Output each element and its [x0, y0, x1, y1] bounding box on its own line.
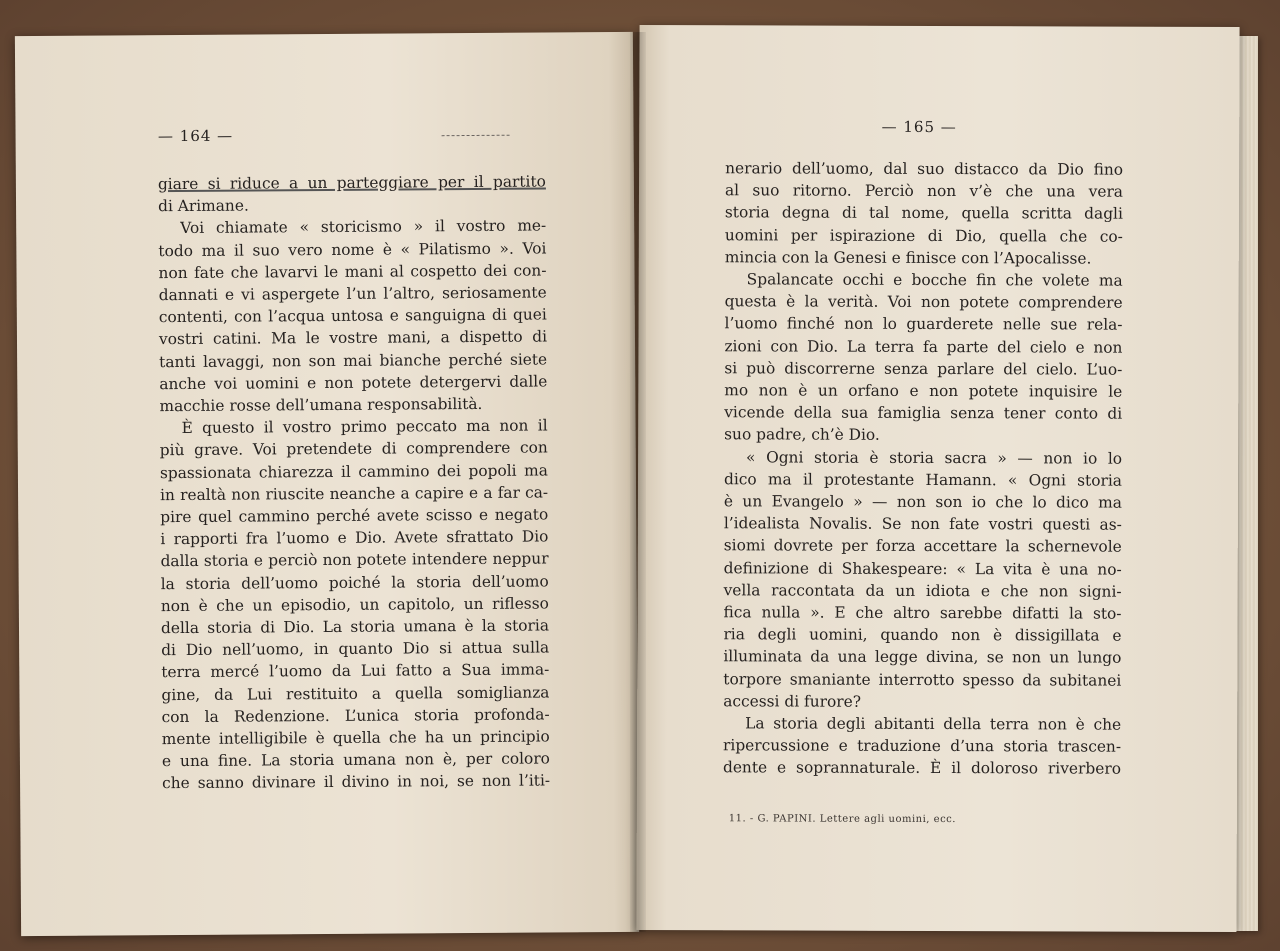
text-line: todo ma il suo vero nome è « Pilatismo ». Voi: [158, 239, 547, 260]
text-line: uomini per ispirazione di Dio, quella che co-: [724, 225, 1123, 246]
left-page-text: [158, 170, 550, 794]
text-line: in realtà non riuscite neanche a capire e a far ca-: [160, 483, 549, 505]
text-line: zioni con Dio. La terra fa parte del cielo e non: [724, 336, 1123, 357]
text-line: giare si riduce a un parteggiare per il partito: [157, 172, 546, 194]
text-line: la storia dell’uomo poiché la storia dell’uomo: [160, 572, 549, 593]
text-line: della storia di Dio. La storia umana è la storia: [160, 616, 550, 638]
text-line: « Ogni storia è storia sacra » — non io lo: [746, 447, 1123, 468]
text-line: di Arimane.: [157, 196, 249, 216]
text-line: nerario dell’uomo, dal suo distacco da Dio fino: [725, 159, 1124, 179]
book-gutter: [630, 32, 646, 932]
text-line: ria degli uomini, quando non è dissigillata e: [723, 625, 1122, 645]
text-line: spassionata chiarezza il cammino dei popoli ma: [159, 461, 548, 482]
page-number-right: — 165 —: [881, 117, 957, 137]
text-line: Spalancate occhi e bocche fin che volete ma: [746, 270, 1123, 290]
text-line: gine, da Lui restituito a quella somiglianza: [161, 683, 550, 704]
text-line: macchie rosse dell’umana responsabilità.: [159, 394, 483, 416]
text-line: l’uomo finché non lo guarderete nelle sue rela-: [724, 314, 1123, 335]
text-line: fica nulla ». E che altro sarebbe difatti la sto-: [723, 603, 1122, 623]
page-number-left: — 164 —: [157, 126, 234, 146]
text-line: vicende della sua famiglia senza tener conto di: [724, 403, 1123, 423]
text-line: si può discorrerne senza parlare del cielo. L’uo-: [724, 359, 1123, 379]
text-line: vella raccontata da un idiota e che non signi-: [723, 581, 1122, 601]
text-line: accessi di furore?: [723, 692, 862, 711]
text-line: La storia degli abitanti della terra non è che: [745, 714, 1122, 734]
open-book: [18, 22, 1260, 932]
footer-signature: 11. - G. PAPINI. Lettere agli uomini, ecc.: [728, 813, 957, 826]
text-line: che sanno divinare il divino in noi, se non l’iti-: [162, 771, 551, 793]
text-line: definizione di Shakespeare: « La vita è una no-: [723, 558, 1122, 579]
text-line: dente e soprannaturale. È il doloroso riverbero: [722, 758, 1122, 779]
right-page-text: [723, 157, 1123, 780]
text-line: Voi chiamate « storicismo » il vostro me-: [180, 216, 547, 238]
text-line: e una fine. La storia umana non è, per coloro: [161, 749, 550, 771]
text-line: È questo il vostro primo peccato ma non il: [181, 416, 548, 438]
page-stack-edge: [1236, 36, 1258, 931]
text-line: mo non è un orfano e non potete inquisire le: [724, 381, 1123, 401]
text-line: dico ma il protestante Hamann. « Ogni storia: [723, 470, 1123, 490]
text-line: è un Evangelo » — non son io che lo dico ma: [723, 492, 1122, 512]
text-line: ripercussione e traduzione d’una storia trascen-: [723, 736, 1122, 756]
right-page: [636, 25, 1239, 932]
pencil-mark: [442, 131, 510, 136]
text-line: i rapporti fra l’uomo e Dio. Avete sfrattato Dio: [160, 527, 549, 549]
text-line: questa è la verità. Voi non potete comprendere: [724, 292, 1123, 312]
text-line: storia degna di tal nome, quella scritta dagli: [724, 203, 1123, 224]
text-line: tanti lavaggi, non son mai bianche perché siete: [159, 350, 548, 371]
text-line: mente intelligibile è quella che ha un principio: [161, 727, 550, 749]
text-line: illuminata da una legge divina, se non un lungo: [723, 647, 1122, 668]
text-line: siomi dovrete per forza accettare la schernevole: [723, 536, 1122, 557]
text-line: mincia con la Genesi e finisce con l’Apocalisse.: [724, 248, 1092, 268]
text-line: non fate che lavarvi le mani al cospetto dei con-: [158, 261, 547, 282]
text-line: torpore smaniante interrotto spesso da subitanei: [723, 669, 1122, 690]
left-page: [15, 32, 639, 936]
text-line: al suo ritorno. Perciò non v’è che una vera: [724, 181, 1124, 201]
text-line: dalla storia e perciò non potete intendere neppur: [160, 549, 549, 571]
text-line: più grave. Voi pretendete di comprendere con: [159, 438, 548, 460]
text-line: con la Redenzione. L’unica storia profonda-: [161, 705, 550, 727]
text-line: non è che un episodio, un capitolo, un riflesso: [160, 594, 549, 616]
text-line: vostri catini. Ma le vostre mani, a dispetto di: [158, 327, 548, 349]
text-line: terra mercé l’uomo da Lui fatto a Sua imma-: [161, 660, 550, 682]
text-line: di Dio nell’uomo, in quanto Dio si attua sulla: [161, 638, 550, 660]
text-line: suo padre, ch’è Dio.: [724, 425, 880, 445]
text-line: dannati e vi aspergete l’un l’altro, seriosamente: [158, 283, 547, 305]
text-line: contenti, con l’acqua untosa e sanguigna di quei: [158, 305, 547, 327]
text-line: pire quel cammino perché avete scisso e negato: [160, 505, 549, 527]
text-line: l’idealista Novalis. Se non fate vostri questi as-: [723, 514, 1122, 534]
text-line: anche voi uomini e non potete detergervi dalle: [159, 372, 548, 393]
